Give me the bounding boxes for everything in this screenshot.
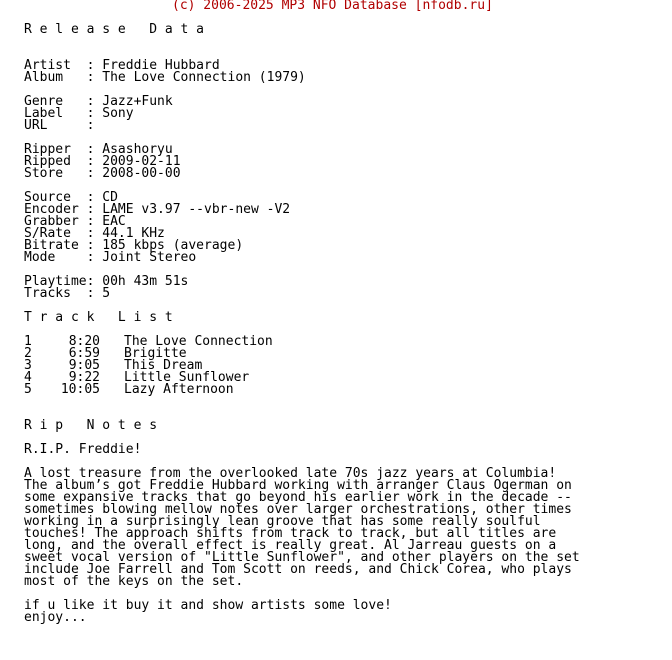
tracks-count-field: Tracks : 5	[24, 286, 111, 301]
srate-field: S/Rate : 44.1 KHz	[24, 226, 165, 241]
track-title: Lazy Afternoon	[124, 382, 234, 397]
genre-field: Genre : Jazz+Funk	[24, 94, 173, 109]
track-gap	[100, 360, 124, 372]
notes-paragraph-line: working in a surprisingly lean groove that has some really soulful	[24, 514, 541, 529]
album-field: Album : The Love Connection (1979)	[24, 70, 306, 85]
track-row	[24, 372, 672, 384]
ripper-field: Ripper : Asashoryu	[24, 142, 173, 157]
ripped-field: Ripped : 2009-02-11	[24, 154, 181, 169]
track-gap	[100, 372, 124, 384]
url-field: URL :	[24, 118, 95, 133]
source-field: Source : CD	[24, 190, 118, 205]
notes-paragraph-line: The album’s got Freddie Hubbard working with arranger Claus Ogerman on	[24, 478, 572, 493]
track-length: 9:22	[68, 370, 100, 385]
track-gap	[100, 348, 124, 360]
encoder-field: Encoder : LAME v3.97 --vbr-new -V2	[24, 202, 291, 217]
rip-freddie-line: R.I.P. Freddie!	[24, 442, 142, 457]
enjoy-line: enjoy...	[24, 610, 87, 625]
blank-line	[0, 324, 672, 336]
label-field: Label : Sony	[24, 106, 134, 121]
track-list	[0, 336, 672, 396]
track-number: 1	[24, 334, 32, 349]
track-length: 8:20	[68, 334, 100, 349]
track-title: The Love Connection	[124, 334, 273, 349]
track-number: 5	[24, 382, 32, 397]
notes-paragraph-line: sweet vocal version of "Little Sunflower", and other players on the set	[24, 550, 580, 565]
track-title: This Dream	[124, 358, 203, 373]
release-data-heading: R e l e a s e D a t a	[24, 22, 205, 37]
grabber-field: Grabber : EAC	[24, 214, 126, 229]
notes-paragraph-line: sometimes blowing mellow notes over larger orchestrations, other times	[24, 502, 572, 517]
artist-field: Artist : Freddie Hubbard	[24, 58, 220, 73]
notes-paragraph-line: some expansive tracks that go beyond his earlier work in the decade --	[24, 490, 572, 505]
mode-field: Mode : Joint Stereo	[24, 250, 197, 265]
buy-it-line: if u like it buy it and show artists some love!	[24, 598, 392, 613]
track-row	[24, 384, 672, 396]
track-number: 4	[24, 370, 32, 385]
track-title: Little Sunflower	[124, 370, 250, 385]
track-gap	[100, 384, 124, 396]
notes-paragraph-line: touches! The approach shifts from track to track, but all titles are	[24, 526, 557, 541]
store-field: Store : 2008-00-00	[24, 166, 181, 181]
track-row	[24, 360, 672, 372]
rip-notes-heading: R i p N o t e s	[24, 418, 158, 433]
notes-paragraph-line: long, and the overall effect is really great. Al Jarreau guests on a	[24, 538, 557, 553]
track-row	[24, 348, 672, 360]
track-length: 9:05	[68, 358, 100, 373]
notes-paragraph-line: A lost treasure from the overlooked late 70s jazz years at Columbia!	[24, 466, 557, 481]
playtime-field: Playtime: 00h 43m 51s	[24, 274, 189, 289]
nfodb-header: (c) 2006-2025 MP3 NFO Database [nfodb.ru]	[172, 0, 493, 13]
blank-line	[0, 36, 672, 48]
bitrate-field: Bitrate : 185 kbps (average)	[24, 238, 244, 253]
track-number: 3	[24, 358, 32, 373]
track-number: 2	[24, 346, 32, 361]
track-row	[24, 336, 672, 348]
blank-line	[0, 396, 672, 408]
track-length: 6:59	[68, 346, 100, 361]
track-gap	[100, 336, 124, 348]
notes-paragraph-line: most of the keys on the set.	[24, 574, 244, 589]
notes-paragraph-line: include Joe Farrell and Tom Scott on reeds, and Chick Corea, who plays	[24, 562, 572, 577]
track-title: Brigitte	[124, 346, 187, 361]
track-list-heading: T r a c k L i s t	[24, 310, 173, 325]
track-length: 10:05	[60, 382, 100, 397]
